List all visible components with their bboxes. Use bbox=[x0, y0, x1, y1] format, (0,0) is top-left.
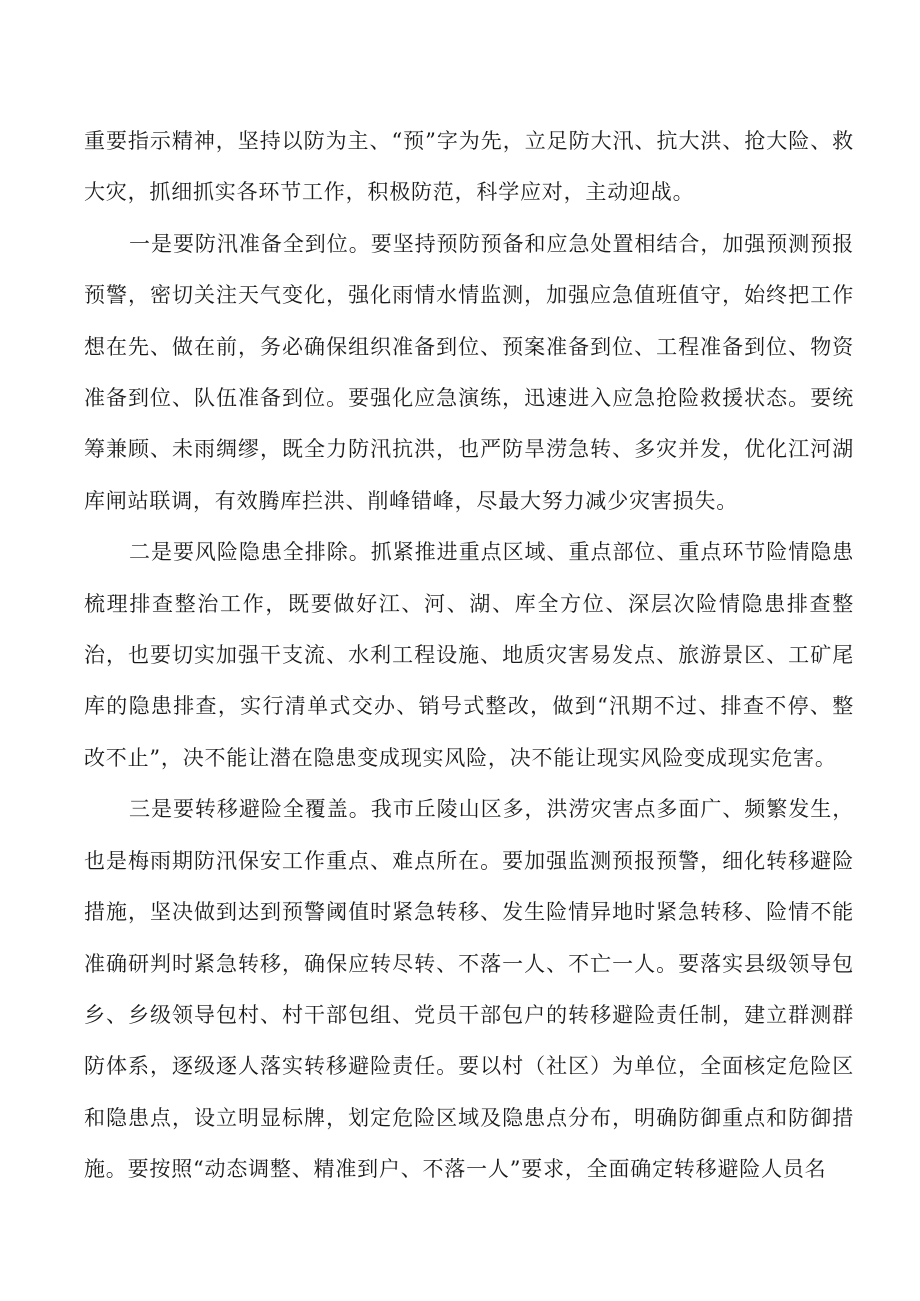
paragraph-flood-preparation: 一是要防汛准备全到位。要坚持预防预备和应急处置相结合，加强预测预报预警，密切关注天气变化，强化雨情水情监测，加强应急值班值守，始终把工作想在先、做在前，务必确保组织准备到位、预案准备到位、工程准备到位、物资准备到位、队伍准备到位。要强化应急演练，迅速进入应急抢险救援状态。要统筹兼顾、未雨绸缪，既全力防汛抗洪，也严防旱涝急转、多灾并发，优化江河湖库闸站联调，有效腾库拦洪、削峰错峰，尽最大努力减少灾害损失。 bbox=[84, 231, 854, 513]
document-body bbox=[84, 116, 854, 1196]
paragraph-evacuation: 三是要转移避险全覆盖。我市丘陵山区多，洪涝灾害点多面广、频繁发生，也是梅雨期防汛保安工作重点、难点所在。要加强监测预报预警，细化转移避险措施，坚决做到达到预警阈值时紧急转移、发生险情异地时紧急转移、险情不能准确研判时紧急转移，确保应转尽转、不落一人、不亡一人。要落实县级领导包乡、乡级领导包村、村干部包组、党员干部包户的转移避险责任制，建立群测群防体系，逐级逐人落实转移避险责任。要以村（社区）为单位，全面核定危险区和隐患点，设立明显标牌，划定危险区域及隐患点分布，明确防御重点和防御措施。要按照“动态调整、精准到户、不落一人”要求，全面确定转移避险人员名 bbox=[84, 797, 854, 1182]
paragraph-risk-elimination: 二是要风险隐患全排除。抓紧推进重点区域、重点部位、重点环节险情隐患梳理排查整治工作，既要做好江、河、湖、库全方位、深层次险情隐患排查整治，也要切实加强干支流、水利工程设施、地质灾害易发点、旅游景区、工矿尾库的隐患排查，实行清单式交办、销号式整改，做到“汛期不过、排查不停、整改不止”，决不能让潜在隐患变成现实风险，决不能让现实风险变成现实危害。 bbox=[84, 540, 854, 770]
paragraph-continuation: 重要指示精神，坚持以防为主、“预”字为先，立足防大汛、抗大洪、抢大险、救大灾，抓细抓实各环节工作，积极防范，科学应对，主动迎战。 bbox=[84, 129, 854, 205]
